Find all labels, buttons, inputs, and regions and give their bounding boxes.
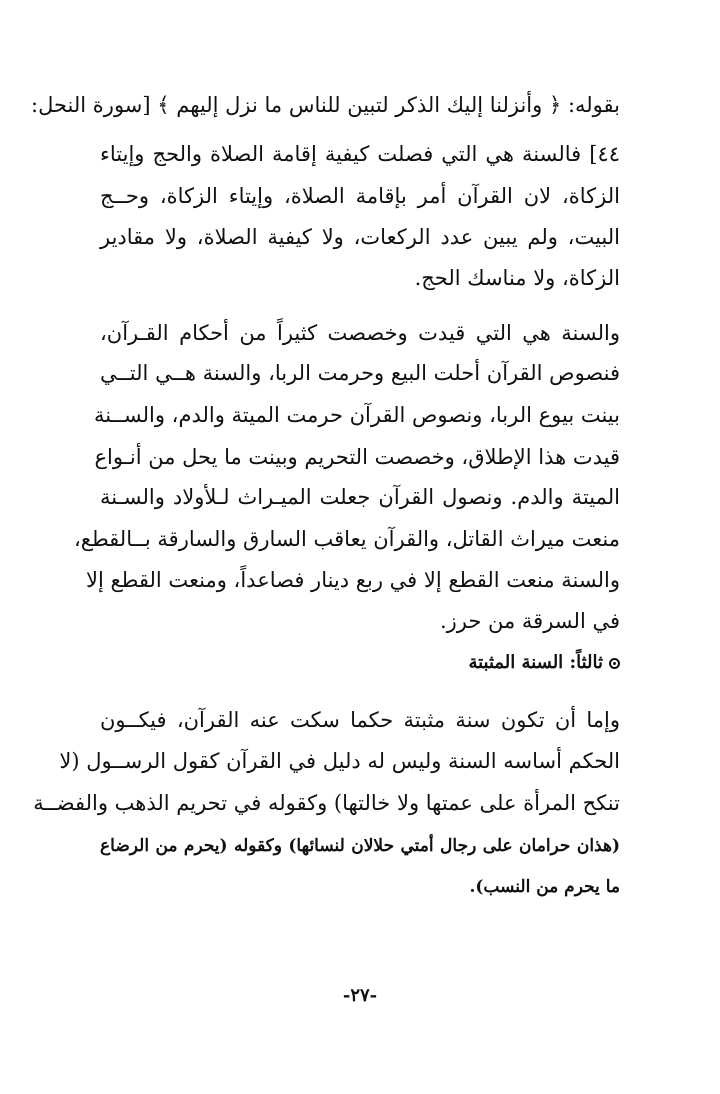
paragraph-2-line-5: الميتة والدم. ونصول القرآن جعلت الميـراث لـلأولاد والسـنة — [100, 485, 620, 509]
section-heading — [468, 646, 620, 680]
paragraph-2-line-1: والسنة هي التي قيدت وخصصت كثيراً من أحكام القـرآن، — [100, 321, 620, 345]
paragraph-1-line-5: الزكاة، ولا مناسك الحج. — [414, 266, 620, 290]
paragraph-1-line-3: الزكاة، لان القرآن أمر بإقامة الصلاة، وإيتاء الزكاة، وحــج — [100, 184, 620, 208]
paragraph-3-line-4: (هذان حرامان على رجال أمتي حلالان لنسائها) وكقوله (يحرم من الرضاع — [100, 836, 620, 856]
paragraph-2-line-6: منعت ميراث القاتل، والقرآن يعاقب السارق والسارقة بــالقطع، — [74, 527, 620, 551]
paragraph-1-line-4: البيت، ولم يبين عدد الركعات، ولا كيفية الصلاة، ولا مقادير — [100, 225, 620, 249]
paragraph-2-line-8: في السرقة من حرز. — [439, 609, 620, 633]
paragraph-3-line-5: ما يحرم من النسب). — [469, 877, 620, 897]
paragraph-3-line-2: الحكم أساسه السنة وليس له دليل في القرآن كقول الرســول (لا — [59, 749, 620, 773]
paragraph-1-line-1: بقوله: ﴿ وأنزلنا إليك الذكر لتبين للناس ما نزل إليهم ﴾ [سورة النحل: — [31, 93, 620, 117]
paragraph-3-line-3: تنكح المرأة على عمتها ولا خالتها) وكقوله في تحريم الذهب والفضــة — [33, 791, 620, 815]
paragraph-2-line-2: فنصوص القرآن أحلت البيع وحرمت الربا، والسنة هــي التــي — [100, 361, 620, 385]
page-number: -٢٧- — [342, 985, 378, 1006]
section-heading-text: ثالثاً: السنة المثبتة — [468, 652, 603, 673]
paragraph-2-line-3: بينت بيوع الربا، ونصوص القرآن حرمت الميتة والدم، والســنة — [93, 403, 620, 427]
paragraph-1-line-2: ٤٤] فالسنة هي التي فصلت كيفية إقامة الصلاة والحج وإيتاء — [100, 142, 620, 166]
paragraph-2-line-7: والسنة منعت القطع إلا في ربع دينار فصاعداً، ومنعت القطع إلا — [85, 568, 620, 592]
bullet-icon — [609, 658, 620, 669]
paragraph-3-line-1: وإما أن تكون سنة مثبتة حكما سكت عنه القرآن، فيكــون — [100, 708, 620, 732]
paragraph-2-line-4: قيدت هذا الإطلاق، وخصصت التحريم وبينت ما يحل من أنـواع — [94, 445, 620, 469]
